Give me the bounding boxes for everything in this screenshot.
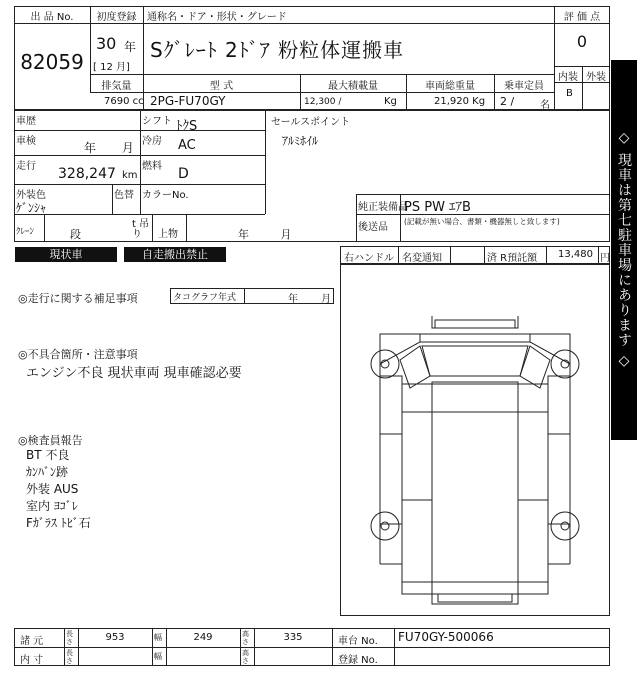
- name-change-label: 名変通知: [402, 253, 442, 264]
- year-unit: 年: [124, 40, 137, 54]
- recycle-amount: 13,480: [558, 249, 593, 260]
- interior-value: B: [566, 88, 573, 99]
- length-value: 953: [105, 632, 125, 643]
- sales-points-label: セールスポイント: [271, 117, 351, 128]
- cargo-body: [402, 384, 548, 594]
- gvw-value: 21,920 Kg: [434, 96, 486, 107]
- max-load-unit: Kg: [384, 96, 397, 107]
- chassis-value: FU70GY-500066: [398, 630, 494, 644]
- mileage-value: 328,247: [58, 166, 116, 182]
- parking-notice-sidebar: ◇ 現車は第七駐車場にあります ◇: [611, 60, 637, 440]
- history-label: 車歴: [16, 116, 36, 127]
- mileage-label: 走行: [16, 161, 36, 172]
- inspection-label: 車検: [16, 136, 36, 147]
- cab-front: [432, 316, 518, 328]
- width-value: 249: [193, 632, 213, 643]
- max-load-value: 12,300 /: [304, 97, 342, 107]
- current-state-banner: 現状車: [15, 247, 117, 262]
- steering-label: 右ハンドル: [344, 253, 394, 264]
- crane-label: ｸﾚｰﾝ: [16, 227, 35, 237]
- inner-dimensions-label: 内 寸: [20, 655, 44, 666]
- displacement-value: 7690 cc: [104, 96, 144, 107]
- interior-label: 内装: [558, 72, 578, 83]
- front-right-wheel: [551, 350, 579, 378]
- max-load-label: 最大積載量: [328, 81, 378, 92]
- gvw-label: 車両総重量: [425, 81, 475, 92]
- driving-remarks-title: ◎走行に関する補足事項: [18, 292, 138, 305]
- rear-gate: [432, 582, 518, 604]
- fuel-label: 燃料: [142, 161, 162, 172]
- right-mirror-panel: [520, 346, 550, 388]
- first-reg-label: 初度登録: [96, 12, 137, 23]
- capacity-unit: 名: [540, 100, 550, 111]
- crane-stage: 段: [70, 228, 81, 241]
- inspector-line: 室内 ﾖｺﾞﾚ: [26, 499, 78, 513]
- inspector-line: BT 不良: [26, 448, 70, 462]
- year-value: 30: [96, 34, 117, 53]
- equipment-value: PS PW ｴｱB: [404, 200, 471, 215]
- inspector-line: ｶﾝﾊﾞﾝ跡: [26, 465, 69, 479]
- mileage-unit: km: [122, 170, 138, 181]
- inspection-value: 年 月: [84, 141, 134, 155]
- model-value: 2PG-FU70GY: [150, 94, 226, 108]
- name-label: 通称名・ドア・形状・グレード: [147, 12, 287, 23]
- tacho-label: タコグラフ年式: [173, 293, 237, 303]
- capacity-value: 2 /: [500, 95, 515, 108]
- truck-diagram: [340, 264, 610, 616]
- inner-length-label: 長さ: [66, 649, 73, 665]
- exterior-color-value: ｹﾞﾝｼｬ: [16, 201, 47, 215]
- aircon-label: 冷房: [142, 136, 162, 147]
- registration-label: 登録 No.: [338, 655, 378, 666]
- inspector-line: Fｶﾞﾗｽ ﾄﾋﾞ石: [26, 516, 91, 530]
- self-drive-banned-banner: 自走搬出禁止: [124, 247, 226, 262]
- inner-height-label: 高さ: [242, 649, 249, 665]
- inspector-report: [26, 447, 91, 532]
- inspector-line: 外装 AUS: [26, 482, 79, 496]
- bed-label: 上物: [158, 229, 178, 240]
- hood: [432, 382, 518, 412]
- left-mirror-panel: [400, 346, 430, 388]
- documents-note: (記載が無い場合、書類・機器無しと致します): [404, 217, 560, 226]
- shift-label: シフト: [142, 116, 172, 127]
- height-value: 335: [283, 632, 303, 643]
- model-label: 型 式: [209, 81, 234, 92]
- inner-width-label: 幅: [154, 652, 162, 661]
- length-label: 長さ: [66, 630, 73, 646]
- aircon-value: AC: [178, 138, 196, 153]
- score-value: 0: [576, 32, 588, 51]
- cargo-deck: [432, 412, 518, 582]
- score-label: 評 価 点: [563, 12, 601, 23]
- dimensions-label: 諸 元: [20, 636, 44, 647]
- sales-points-value: ｱﾙﾐﾎｲﾙ: [282, 134, 319, 148]
- rear-left-wheel: [371, 512, 399, 540]
- height-label: 高さ: [242, 630, 249, 646]
- color-code-label: カラーNo.: [142, 190, 189, 201]
- recycle-label: 済 R預託額: [487, 253, 538, 264]
- fuel-value: D: [178, 166, 189, 182]
- width-label: 幅: [154, 633, 162, 642]
- crane-ton: t 吊り: [132, 219, 150, 240]
- month-value: [ 12 月]: [93, 62, 130, 73]
- inspector-title: ◎検査員報告: [18, 434, 83, 447]
- vehicle-name: Sｸﾞﾚｰﾄ 2ﾄﾞｱ 粉粒体運搬車: [150, 38, 405, 62]
- color-change-label: 色替: [114, 190, 134, 201]
- lot-label: 出 品 No.: [30, 12, 74, 23]
- lot-number: 82059: [20, 50, 84, 74]
- documents-label: 後送品: [358, 222, 388, 233]
- recycle-unit: 円: [600, 253, 610, 264]
- front-left-wheel: [371, 350, 399, 378]
- bed-date: 年 月: [238, 228, 292, 241]
- cab-roof: [420, 334, 530, 342]
- bumper: [435, 320, 515, 328]
- defects-title: ◎不具合箇所・注意事項: [18, 348, 138, 361]
- exterior-color-label: 外装色: [16, 190, 46, 201]
- capacity-label: 乗車定員: [504, 81, 544, 92]
- displacement-label: 排気量: [101, 81, 132, 92]
- rear-right-wheel: [551, 512, 579, 540]
- chassis-label: 車台 No.: [338, 636, 378, 647]
- windshield: [422, 346, 528, 376]
- equipment-label: 純正装備品: [358, 202, 408, 213]
- exterior-label: 外装: [586, 72, 606, 83]
- tacho-value: 年 月: [288, 294, 332, 305]
- defects-text: エンジン不良 現状車両 現車確認必要: [26, 366, 242, 381]
- shift-value: ﾄｸS: [176, 119, 198, 134]
